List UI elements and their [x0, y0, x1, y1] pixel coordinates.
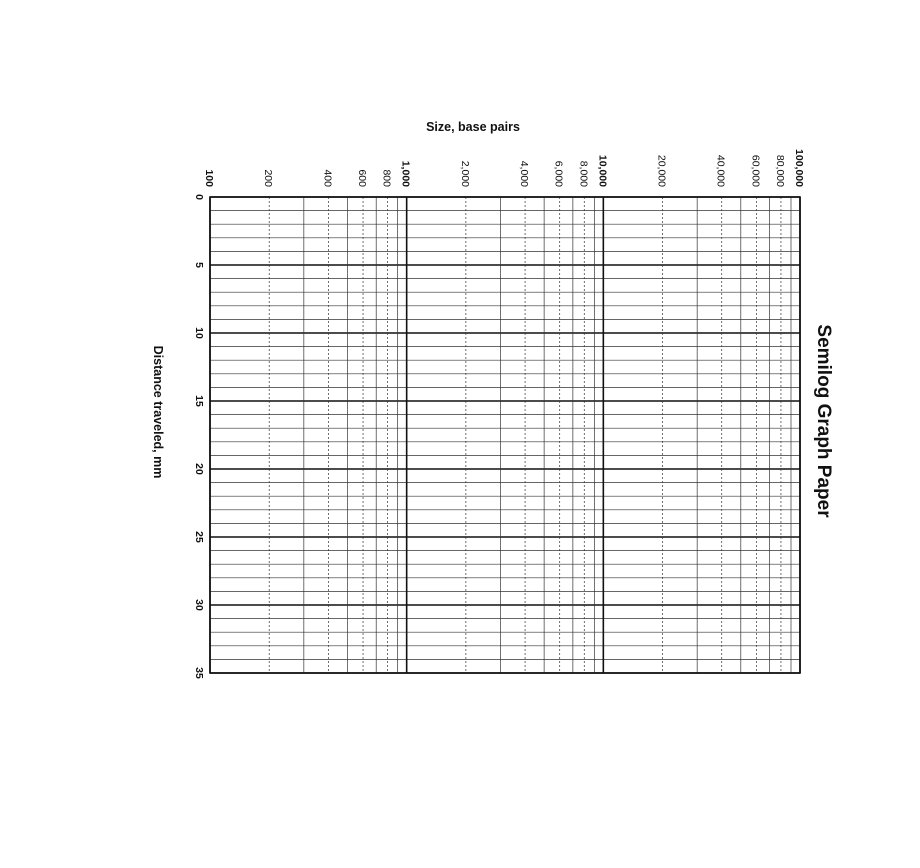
x-tick-label: 10,000 [596, 154, 609, 187]
x-tick-label: 600 [356, 169, 368, 187]
y-tick-label: 35 [193, 667, 205, 679]
x-tick-label: 400 [321, 169, 334, 187]
y-tick-label: 0 [193, 194, 205, 200]
y-tick-label: 5 [193, 262, 205, 268]
y-tick-label: 15 [193, 395, 205, 407]
y-tick-label: 30 [193, 599, 205, 611]
x-tick-label: 100,000 [793, 149, 805, 187]
x-tick-label: 80,000 [773, 154, 786, 187]
x-axis-label: Size, base pairs [426, 120, 520, 134]
y-axis-label: Distance traveled, mm [151, 345, 165, 479]
chart-title: Semilog Graph Paper [813, 324, 834, 518]
x-tick-label: 200 [262, 169, 275, 187]
x-tick-label: 1,000 [399, 160, 412, 187]
x-tick-label: 60,000 [749, 154, 762, 187]
y-tick-label: 20 [193, 463, 205, 475]
x-tick-label: 2,000 [458, 160, 471, 187]
x-tick-label: 6,000 [552, 160, 565, 187]
x-tick-label: 800 [380, 169, 393, 187]
x-tick-label: 8,000 [577, 160, 590, 187]
x-tick-label: 20,000 [655, 154, 668, 187]
x-tick-label: 4,000 [518, 160, 531, 187]
y-tick-label: 25 [193, 531, 205, 543]
x-tick-label: 40,000 [714, 154, 727, 187]
y-tick-label: 10 [193, 327, 205, 339]
x-tick-label: 100 [203, 169, 215, 187]
